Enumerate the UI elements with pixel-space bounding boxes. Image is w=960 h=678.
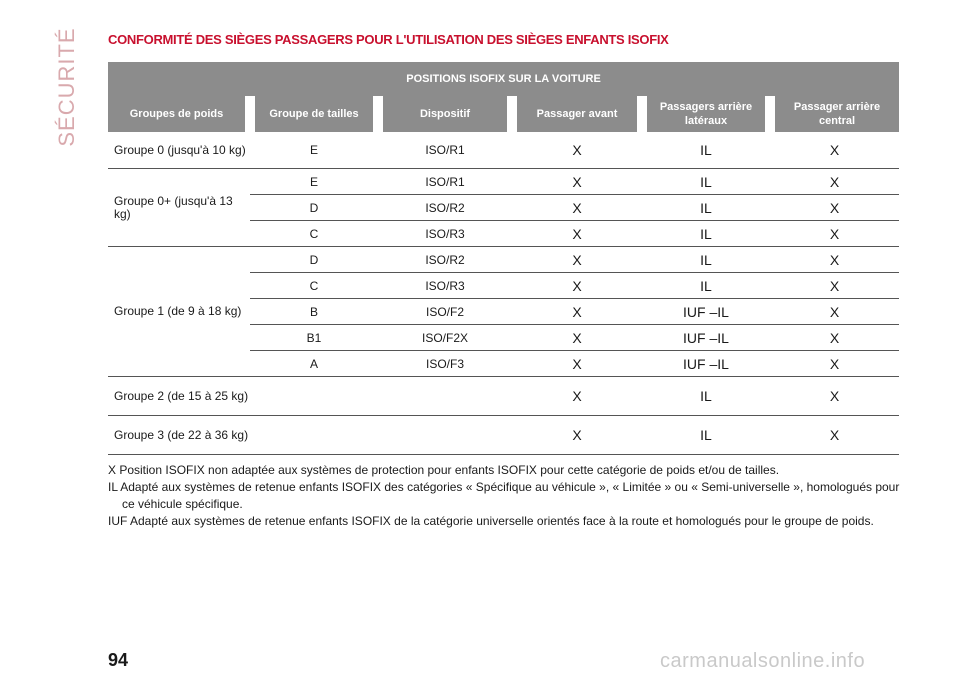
size-class-cell: E — [250, 132, 378, 169]
header-rear-side-passengers: Passagers arrière latéraux — [642, 96, 770, 132]
rear-center-cell: X — [770, 247, 899, 273]
front-passenger-cell: X — [512, 416, 642, 455]
rear-center-cell: X — [770, 273, 899, 299]
device-cell: ISO/R3 — [378, 221, 512, 247]
size-class-cell: E — [250, 169, 378, 195]
table-row — [108, 247, 899, 273]
size-class-cell: C — [250, 221, 378, 247]
rear-center-cell: X — [770, 416, 899, 455]
device-cell — [378, 416, 512, 455]
header-front-passenger: Passager avant — [512, 96, 642, 132]
isofix-table-container — [108, 62, 899, 455]
page-title: CONFORMITÉ DES SIÈGES PASSAGERS POUR L'UTILISATION DES SIÈGES ENFANTS ISOFIX — [108, 32, 669, 47]
weight-group-cell: Groupe 1 (de 9 à 18 kg) — [108, 247, 250, 377]
rear-side-cell: IL — [642, 416, 770, 455]
front-passenger-cell: X — [512, 351, 642, 377]
weight-group-cell: Groupe 2 (de 15 à 25 kg) — [108, 377, 250, 416]
weight-group-cell: Groupe 0+ (jusqu'à 13 kg) — [108, 169, 250, 247]
front-passenger-cell: X — [512, 195, 642, 221]
front-passenger-cell: X — [512, 169, 642, 195]
weight-group-cell: Groupe 3 (de 22 à 36 kg) — [108, 416, 250, 455]
header-size-group: Groupe de tailles — [250, 96, 378, 132]
device-cell: ISO/F3 — [378, 351, 512, 377]
rear-center-cell: X — [770, 195, 899, 221]
rear-center-cell: X — [770, 351, 899, 377]
device-cell: ISO/R1 — [378, 132, 512, 169]
front-passenger-cell: X — [512, 273, 642, 299]
device-cell: ISO/F2 — [378, 299, 512, 325]
page-number: 94 — [108, 650, 129, 670]
rear-center-cell: X — [770, 221, 899, 247]
note-x: X Position ISOFIX non adaptée aux systèmes de protection pour enfants ISOFIX pour cette catégorie de poids et/ou de tailles. — [108, 463, 780, 477]
size-class-cell: A — [250, 351, 378, 377]
rear-side-cell: IL — [642, 169, 770, 195]
note-iuf: IUF Adapté aux systèmes de retenue enfants ISOFIX de la catégorie universelle orientés face à la route et homologués pour le groupe de poids. — [108, 514, 874, 528]
rear-center-cell: X — [770, 377, 899, 416]
table-row — [108, 377, 899, 416]
header-device: Dispositif — [378, 96, 512, 132]
front-passenger-cell: X — [512, 247, 642, 273]
size-class-cell — [250, 377, 378, 416]
size-class-cell: D — [250, 247, 378, 273]
rear-side-cell: IL — [642, 273, 770, 299]
rear-side-cell: IL — [642, 247, 770, 273]
device-cell: ISO/R2 — [378, 247, 512, 273]
rear-center-cell: X — [770, 132, 899, 169]
size-class-cell: D — [250, 195, 378, 221]
size-class-cell: B — [250, 299, 378, 325]
header-rear-center-passenger: Passager arrière central — [770, 96, 899, 132]
rear-side-cell: IL — [642, 221, 770, 247]
table-row — [108, 132, 899, 169]
table-banner: POSITIONS ISOFIX SUR LA VOITURE — [108, 62, 899, 96]
weight-group-cell: Groupe 0 (jusqu'à 10 kg) — [108, 132, 250, 169]
rear-side-cell: IUF –IL — [642, 325, 770, 351]
table-row — [108, 416, 899, 455]
rear-side-cell: IL — [642, 195, 770, 221]
size-class-cell: B1 — [250, 325, 378, 351]
front-passenger-cell: X — [512, 221, 642, 247]
device-cell: ISO/F2X — [378, 325, 512, 351]
rear-side-cell: IL — [642, 377, 770, 416]
device-cell: ISO/R1 — [378, 169, 512, 195]
section-label-text: SÉCURITÉ — [54, 27, 79, 147]
legend-notes — [108, 462, 908, 530]
size-class-cell: C — [250, 273, 378, 299]
front-passenger-cell: X — [512, 299, 642, 325]
front-passenger-cell: X — [512, 325, 642, 351]
section-side-label — [52, 27, 82, 147]
rear-side-cell: IUF –IL — [642, 351, 770, 377]
size-class-cell — [250, 416, 378, 455]
rear-side-cell: IL — [642, 132, 770, 169]
rear-center-cell: X — [770, 299, 899, 325]
isofix-table — [108, 62, 899, 455]
front-passenger-cell: X — [512, 132, 642, 169]
watermark: carmanualsonline.info — [660, 650, 866, 672]
rear-side-cell: IUF –IL — [642, 299, 770, 325]
device-cell: ISO/R3 — [378, 273, 512, 299]
device-cell: ISO/R2 — [378, 195, 512, 221]
rear-center-cell: X — [770, 169, 899, 195]
device-cell — [378, 377, 512, 416]
note-il: IL Adapté aux systèmes de retenue enfants ISOFIX des catégories « Spécifique au véhicule », « Limitée » ou « Semi-universelle », homologués pour ce véhicule spécifique. — [108, 480, 900, 511]
front-passenger-cell: X — [512, 377, 642, 416]
header-weight-group: Groupes de poids — [108, 96, 250, 132]
rear-center-cell: X — [770, 325, 899, 351]
table-row — [108, 169, 899, 195]
